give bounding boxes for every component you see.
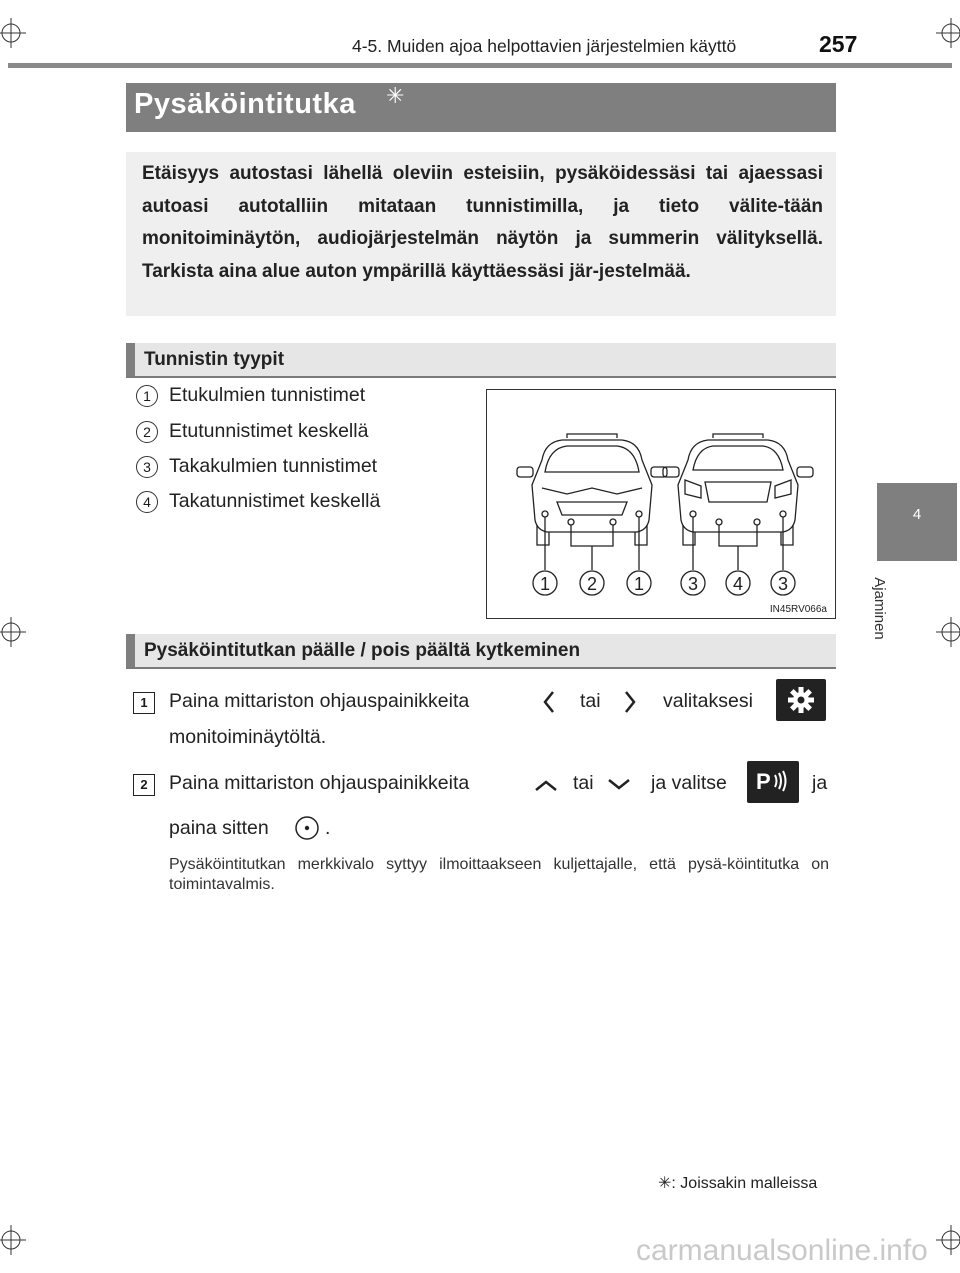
registration-mark-icon	[936, 617, 960, 647]
registration-mark-icon	[0, 18, 26, 48]
page-number: 257	[819, 31, 858, 57]
registration-mark-icon	[936, 1225, 960, 1255]
registration-mark-icon	[0, 617, 26, 647]
page-title: Pysäköintitutka	[134, 88, 356, 120]
callout-circles	[533, 571, 795, 595]
step-text: Paina mittariston ohjauspainikkeita	[169, 772, 470, 794]
sensor-type-label: Etutunnistimet keskellä	[169, 420, 369, 442]
intro-text: Etäisyys autostasi lähellä oleviin esteisiin, pysäköidessäsi tai ajaessasi autoasi autotalliin mitataan tunnistimilla, ja tieto välite-tään monitoiminäytön, audiojärjestelmän näytön ja summerin välityksellä. Tarkista aina alue auton ympärillä käyttäessäsi jär-jestelmää.	[142, 163, 823, 282]
registration-mark-icon	[936, 18, 960, 48]
item-number: 2	[136, 421, 158, 443]
chevron-up-icon	[533, 777, 559, 793]
callout-leaders	[545, 517, 783, 570]
step-text: Paina mittariston ohjauspainikkeita	[169, 690, 470, 712]
header-rule	[8, 63, 952, 68]
section-heading-sensor-types	[126, 343, 836, 378]
section-heading-switch	[126, 634, 836, 669]
title-footnote-marker: ✳	[386, 83, 405, 108]
registration-mark-icon	[0, 1225, 26, 1255]
sensor-location-figure	[486, 389, 836, 619]
footnote	[658, 1173, 817, 1193]
step-text: .	[325, 817, 331, 839]
watermark: carmanualsonline.info	[636, 1234, 928, 1267]
car-front-view	[517, 434, 667, 545]
chapter-number: 4	[912, 506, 922, 523]
step-text: valitaksesi	[663, 690, 753, 712]
callout-number: 4	[732, 574, 744, 594]
section-title: Pysäköintitutkan päälle / pois päältä kytkeminen	[144, 640, 581, 661]
figure-code: IN45RV066a	[769, 604, 827, 615]
chevron-left-icon	[541, 689, 557, 715]
step-text: ja	[812, 772, 828, 794]
car-sensor-illustration	[487, 390, 835, 618]
footnote-marker: ✳	[658, 1175, 672, 1192]
footnote-text: : Joissakin malleissa	[671, 1175, 818, 1192]
car-rear-view	[663, 434, 813, 545]
enter-button-icon	[294, 815, 320, 841]
sensor-type-label: Etukulmien tunnistimet	[169, 384, 366, 406]
chapter-label-wrap	[870, 570, 900, 650]
section-title: Tunnistin tyypit	[144, 349, 285, 370]
item-number: 4	[136, 491, 158, 513]
step-text: ja valitse	[651, 772, 727, 794]
gear-icon	[776, 679, 826, 721]
running-header: 4-5. Muiden ajoa helpottavien järjestelmien käyttö	[352, 36, 737, 56]
sensor-type-label: Takakulmien tunnistimet	[169, 455, 378, 477]
note-text: Pysäköintitutkan merkkivalo syttyy ilmoittaakseen kuljettajalle, että pysä-köintitutka on toimintavalmis.	[169, 856, 829, 893]
item-number: 3	[136, 456, 158, 478]
svg-text:P: P	[756, 769, 771, 794]
parking-sensor-icon	[747, 761, 799, 803]
step-text: tai	[573, 772, 594, 794]
step-text: monitoiminäytöltä.	[169, 726, 327, 748]
step-text: paina sitten	[169, 817, 269, 839]
callout-number: 2	[586, 574, 598, 594]
chevron-right-icon	[622, 689, 638, 715]
callout-number: 3	[687, 574, 699, 594]
chevron-down-icon	[606, 777, 632, 793]
step-number: 1	[133, 692, 155, 714]
item-number: 1	[136, 385, 158, 407]
chapter-label: Ajaminen	[870, 577, 888, 640]
callout-number: 1	[633, 574, 645, 594]
callout-number: 3	[777, 574, 789, 594]
callout-number: 1	[539, 574, 551, 594]
step-text: tai	[580, 690, 601, 712]
sensor-type-label: Takatunnistimet keskellä	[169, 490, 381, 512]
step-number: 2	[133, 774, 155, 796]
